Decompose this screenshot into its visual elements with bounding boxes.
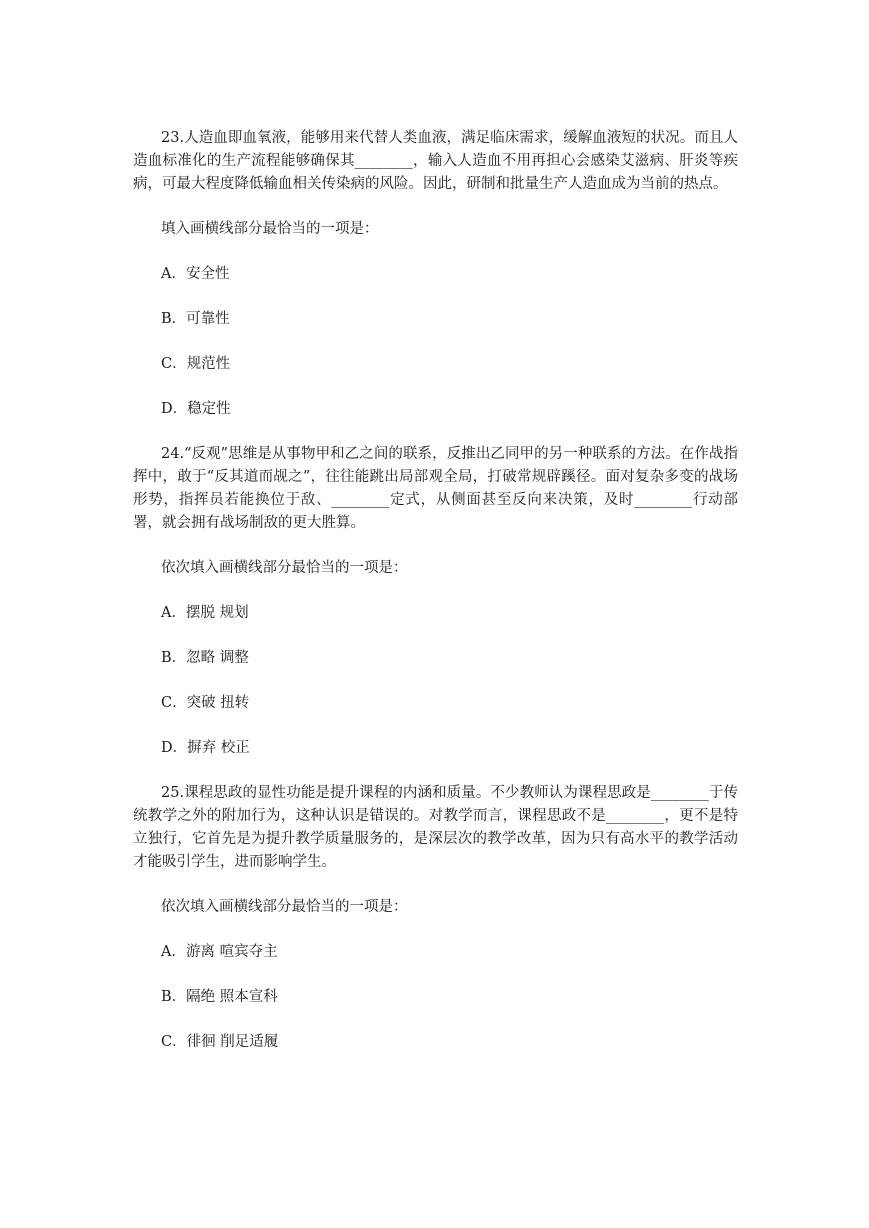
option-c: C．突破 扭转 [161,695,250,711]
option-b: B．可靠性 [161,311,230,327]
question-23 [133,127,738,443]
question-stem: 24.“反观”思维是从事物甲和乙之间的联系，反推出乙同甲的另一种联系的方法。在作战指挥中，敢于“反其道而觇之”，往往能跳出局部观全局，打破常规辟蹊径。面对复杂多变的战场形势，指挥员若能换位于敌、________定式，从侧面甚至反向来决策，及时________行动部署，就会拥有战场制敌的更大胜算。 [133,446,738,531]
question-24 [133,443,738,782]
option-a: A．摆脱 规划 [161,605,249,621]
option-c: C．徘徊 削足适履 [161,1034,279,1050]
option-b: B．隔绝 照本宣科 [161,989,278,1005]
option-a: A．游离 喧宾夺主 [161,944,278,960]
option-a: A．安全性 [161,266,230,282]
option-b: B．忽略 调整 [161,650,249,666]
option-d: D．稳定性 [161,401,231,417]
option-d: D．摒弃 校正 [161,740,250,756]
question-25 [133,782,738,1054]
question-prompt: 填入画横线部分最恰当的一项是： [161,221,379,237]
option-c: C．规范性 [161,356,231,372]
question-stem: 23.人造血即血氧液，能够用来代替人类血液，满足临床需求，缓解血液短的状况。而且人造血标准化的生产流程能够确保其________，输入人造血不用再担心会感染艾滋病、肝炎等疾病，可最大程度降低输血相关传染病的风险。因此，研制和批量生产人造血成为当前的热点。 [133,130,738,192]
question-prompt: 依次填入画横线部分最恰当的一项是： [161,560,408,576]
question-prompt: 依次填入画横线部分最恰当的一项是： [161,899,408,915]
question-stem: 25.课程思政的显性功能是提升课程的内涵和质量。不少教师认为课程思政是________于传统教学之外的附加行为，这种认识是错误的。对教学而言，课程思政不是________，更不是特立独行，它首先是为提升教学质量服务的，是深层次的教学改革，因为只有高水平的教学活动才能吸引学生，进而影响学生。 [133,785,738,870]
document-content [133,127,738,1054]
